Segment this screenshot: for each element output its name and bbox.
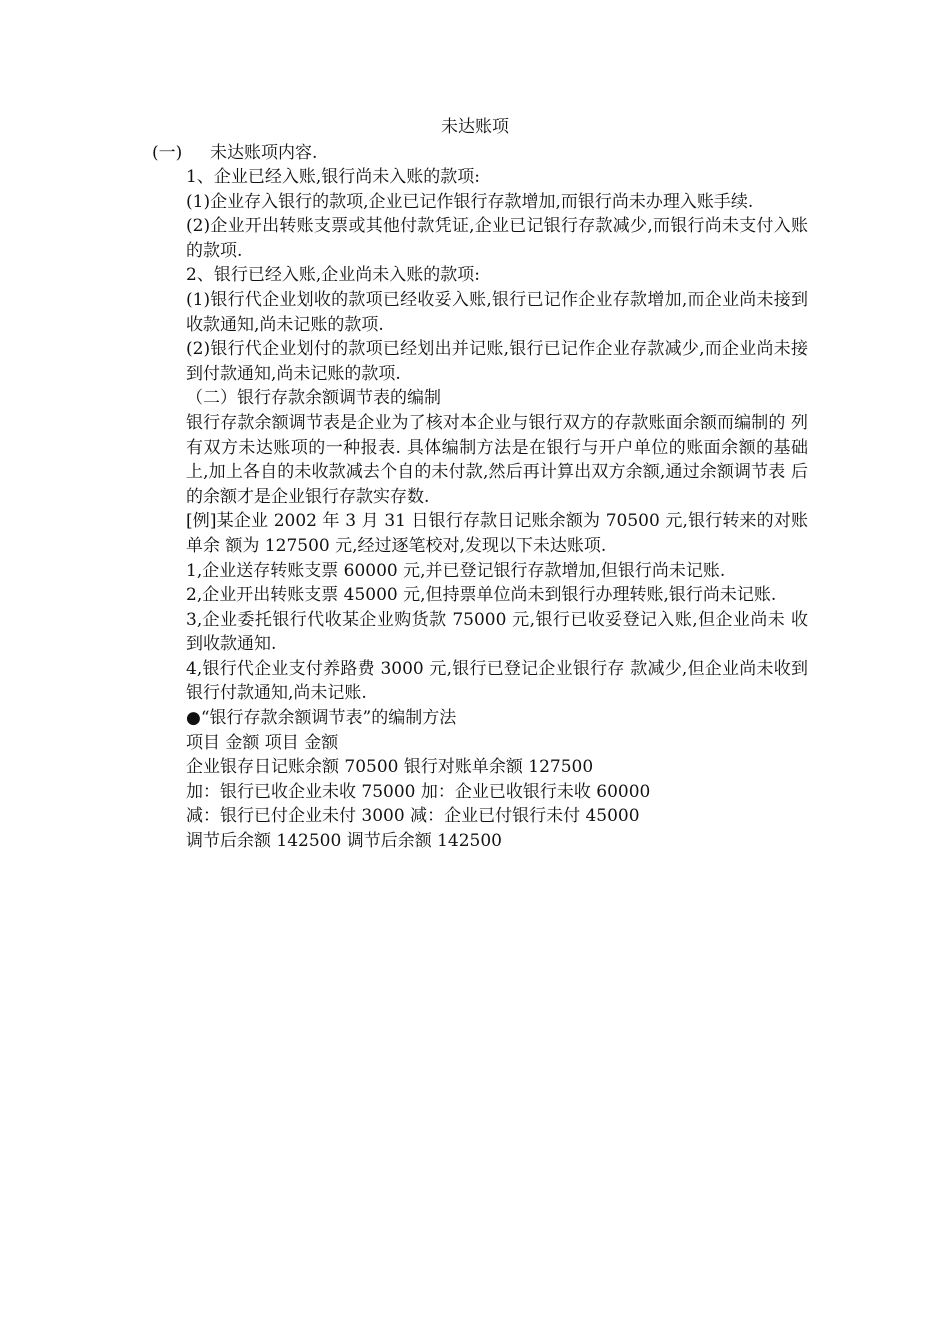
page-title: 未达账项 <box>441 117 509 137</box>
table-line: 企业银存日记账余额 70500 银行对账单余额 127500 <box>186 757 594 778</box>
paragraph: (2)银行代企业划付的款项已经划出并记账,银行已记作企业存款减少,而企业尚未接到付款通知,尚未记账的款项. <box>186 339 808 384</box>
paragraph: 2,企业开出转账支票 45000 元,但持票单位尚未到银行办理转账,银行尚未记账. <box>186 585 777 606</box>
paragraph: 4,银行代企业支付养路费 3000 元,银行已登记企业银行存 款减少,但企业尚未收到银行付款通知,尚未记账. <box>186 658 808 704</box>
paragraph: (1)企业存入银行的款项,企业已记作银行存款增加,而银行尚未办理入账手续. <box>186 191 754 212</box>
paragraph: (2)企业开出转账支票或其他付款凭证,企业已记银行存款减少,而银行尚未支付入账的款项. <box>186 216 808 261</box>
paragraph: 3,企业委托银行代收某企业购货款 75000 元,银行已收妥登记入账,但企业尚未 收到收款通知. <box>186 609 808 655</box>
section-heading-2: （二）银行存款余额调节表的编制 <box>186 388 441 409</box>
section-heading-text: 未达账项内容. <box>210 143 318 163</box>
table-header-line: 项目 金额 项目 金额 <box>186 732 339 753</box>
paragraph: 1,企业送存转账支票 60000 元,并已登记银行存款增加,但银行尚未记账. <box>186 560 726 581</box>
section-heading-1 <box>152 141 317 165</box>
table-line: 减：银行已付企业未付 3000 减：企业已付银行未付 45000 <box>186 806 640 827</box>
paragraph: 银行存款余额调节表是企业为了核对本企业与银行双方的存款账面余额而编制的 列有双方未达账项的一种报表. 具体编制方法是在银行与开户单位的账面余额的基础上,加上各自的未收款减去个自的未付款,然后再计算出双方余额,通过余额调节表 后的余额才是企业银行存款实存数. <box>186 412 808 507</box>
paragraph: [例]某企业 2002 年 3 月 31 日银行存款日记账余额为 70500 元,银行转来的对账单余 额为 127500 元,经过逐笔校对,发现以下未达账项. <box>186 511 808 556</box>
table-line: 加：银行已收企业未收 75000 加：企业已收银行未收 60000 <box>186 781 651 802</box>
paragraph: 1、企业已经入账,银行尚未入账的款项: <box>186 167 480 187</box>
bullet-heading: ●“银行存款余额调节表”的编制方法 <box>186 708 457 729</box>
document-body <box>186 165 808 854</box>
paragraph: 2、银行已经入账,企业尚未入账的款项: <box>186 265 480 286</box>
section-number: (一) <box>152 143 183 163</box>
table-line: 调节后余额 142500 调节后余额 142500 <box>186 831 503 852</box>
reconciliation-table <box>186 731 808 854</box>
paragraph: (1)银行代企业划收的款项已经收妥入账,银行已记作企业存款增加,而企业尚未接到收款通知,尚未记账的款项. <box>186 289 808 335</box>
